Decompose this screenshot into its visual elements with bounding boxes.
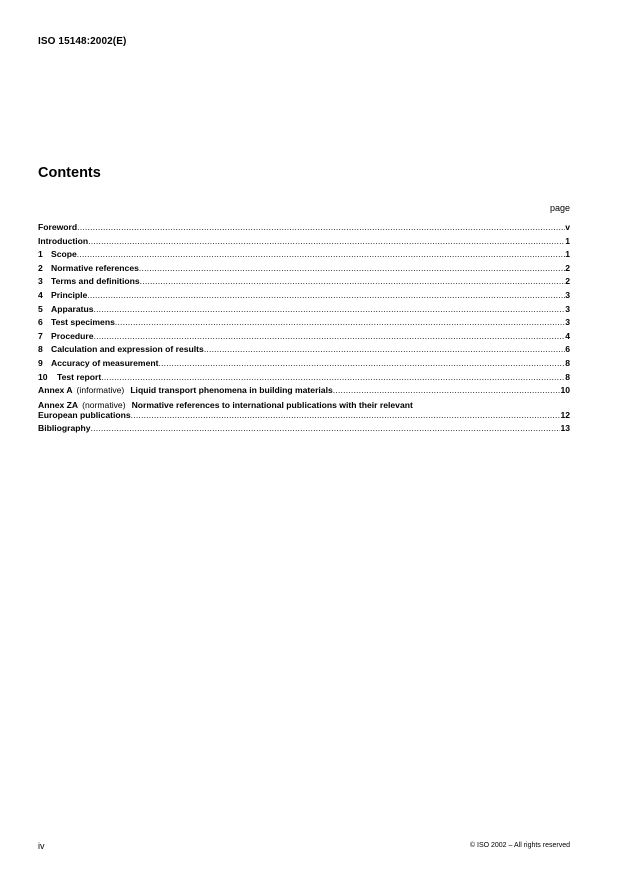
- toc-entry-annex-a[interactable]: [38, 384, 570, 398]
- toc-entry-introduction[interactable]: [38, 235, 570, 249]
- toc-entry-terms-and-definitions[interactable]: [38, 275, 570, 289]
- leader-dots: [94, 330, 566, 344]
- toc-entry-title-line1: Normative references to international publications with their relevant: [131, 399, 413, 410]
- leader-dots: [94, 303, 566, 317]
- leader-dots: [77, 248, 565, 262]
- toc-entry-title: Accuracy of measurement: [51, 357, 159, 368]
- toc-entry-page: 13: [560, 423, 570, 434]
- toc-entry-number: 3: [38, 276, 43, 287]
- toc-entry-page: 6: [565, 344, 570, 355]
- toc-entry-number: 1: [38, 249, 43, 260]
- toc-entry-apparatus[interactable]: [38, 303, 570, 317]
- toc-entry-page: 3: [565, 289, 570, 300]
- toc-entry-title: Normative references: [51, 262, 139, 273]
- toc-entry-test-report[interactable]: [38, 371, 570, 385]
- leader-dots: [101, 371, 565, 385]
- toc-entry-page: 12: [560, 409, 570, 420]
- leader-dots: [91, 422, 561, 436]
- toc-entry-page: 10: [560, 385, 570, 396]
- copyright-notice: © ISO 2002 – All rights reserved: [469, 842, 570, 849]
- toc-entry-number: 6: [38, 317, 43, 328]
- contents-heading: Contents: [38, 165, 101, 181]
- toc-entry-page: 2: [565, 276, 570, 287]
- toc-entry-title: Introduction: [38, 235, 89, 246]
- toc-entry-number: 7: [38, 330, 43, 341]
- toc-entry-page: 8: [565, 357, 570, 368]
- toc-entry-principle[interactable]: [38, 289, 570, 303]
- page-column-label: page: [549, 203, 570, 213]
- toc-entry-accuracy[interactable]: [38, 357, 570, 371]
- annex-label: Annex A: [38, 385, 73, 396]
- leader-dots: [88, 235, 565, 249]
- toc-entry-title: Liquid transport phenomena in building materials: [130, 385, 333, 396]
- toc-entry-scope[interactable]: [38, 248, 570, 262]
- document-id: ISO 15148:2002(E): [38, 36, 127, 47]
- toc-entry-page: v: [565, 222, 570, 232]
- toc-entry-normative-references[interactable]: [38, 262, 570, 276]
- toc-entry-page: 1: [565, 249, 570, 260]
- toc-entry-page: 2: [565, 262, 570, 273]
- toc-entry-number: 5: [38, 303, 43, 314]
- toc-entry-page: 3: [565, 303, 570, 314]
- leader-dots: [115, 316, 565, 330]
- toc-entry-bibliography[interactable]: [38, 422, 570, 436]
- leader-dots: [204, 343, 565, 357]
- toc-entry-title: Test report: [57, 371, 102, 382]
- toc-entry-foreword[interactable]: [38, 221, 570, 235]
- toc-entry-number: 2: [38, 262, 43, 273]
- toc-entry-page: 3: [565, 317, 570, 328]
- toc-entry-title: Foreword: [38, 222, 78, 232]
- annex-label: Annex ZA: [38, 399, 79, 410]
- leader-dots: [77, 221, 565, 235]
- toc-entry-number: 9: [38, 357, 43, 368]
- toc-entry-title: Terms and definitions: [51, 276, 140, 287]
- toc-entry-annex-za-continued[interactable]: [38, 410, 570, 421]
- toc-entry-page: 4: [565, 330, 570, 341]
- page-number: iv: [38, 841, 45, 851]
- leader-dots: [333, 384, 561, 398]
- toc-entry-page: 1: [565, 235, 570, 246]
- toc-entry-title: Test specimens: [51, 317, 115, 328]
- toc-entry-calculation[interactable]: [38, 343, 570, 357]
- toc-entry-title: Principle: [51, 289, 88, 300]
- toc-entry-title: Bibliography: [38, 423, 91, 434]
- leader-dots: [139, 262, 565, 276]
- leader-dots: [87, 289, 565, 303]
- toc-entry-title: Procedure: [51, 330, 94, 341]
- toc-entry-title: Calculation and expression of results: [51, 344, 204, 355]
- toc-entry-title: Apparatus: [51, 303, 94, 314]
- toc-entry-number: 10: [38, 371, 48, 382]
- toc-entry-title: Scope: [51, 249, 77, 260]
- toc-entry-number: 8: [38, 344, 43, 355]
- table-of-contents: [38, 221, 570, 436]
- leader-dots: [131, 410, 561, 421]
- toc-entry-number: 4: [38, 289, 43, 300]
- toc-entry-title-line2: European publications: [38, 409, 131, 420]
- toc-entry-procedure[interactable]: [38, 330, 570, 344]
- toc-entry-test-specimens[interactable]: [38, 316, 570, 330]
- annex-type: (informative): [76, 385, 125, 396]
- toc-entry-page: 8: [565, 371, 570, 382]
- leader-dots: [140, 275, 566, 289]
- toc-entry-annex-za[interactable]: [38, 400, 570, 410]
- annex-type: (normative): [82, 399, 126, 410]
- leader-dots: [158, 357, 565, 371]
